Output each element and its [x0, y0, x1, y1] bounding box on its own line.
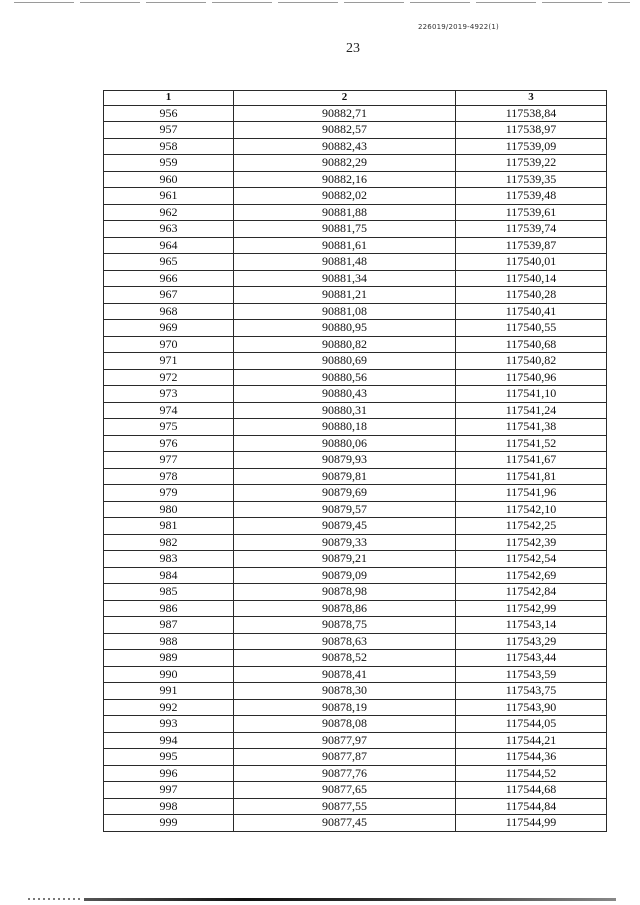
y-coordinate-cell: 117543,44	[456, 650, 607, 667]
point-number-cell: 989	[104, 650, 234, 667]
point-number-cell: 991	[104, 683, 234, 700]
x-coordinate-cell: 90879,33	[234, 534, 456, 551]
x-coordinate-cell: 90878,41	[234, 666, 456, 683]
y-coordinate-cell: 117541,38	[456, 419, 607, 436]
y-coordinate-cell: 117543,75	[456, 683, 607, 700]
point-number-cell: 973	[104, 386, 234, 403]
y-coordinate-cell: 117538,97	[456, 122, 607, 139]
y-coordinate-cell: 117539,48	[456, 188, 607, 205]
x-coordinate-cell: 90878,30	[234, 683, 456, 700]
table-row	[104, 468, 607, 485]
x-coordinate-cell: 90877,97	[234, 732, 456, 749]
point-number-cell: 956	[104, 105, 234, 122]
table-row	[104, 419, 607, 436]
table-row	[104, 501, 607, 518]
point-number-cell: 971	[104, 353, 234, 370]
y-coordinate-cell: 117539,74	[456, 221, 607, 238]
point-number-cell: 997	[104, 782, 234, 799]
y-coordinate-cell: 117540,82	[456, 353, 607, 370]
x-coordinate-cell: 90879,45	[234, 518, 456, 535]
table-row	[104, 765, 607, 782]
table-row	[104, 171, 607, 188]
point-number-cell: 986	[104, 600, 234, 617]
x-coordinate-cell: 90879,21	[234, 551, 456, 568]
x-coordinate-cell: 90877,87	[234, 749, 456, 766]
y-coordinate-cell: 117539,22	[456, 155, 607, 172]
y-coordinate-cell: 117544,84	[456, 798, 607, 815]
y-coordinate-cell: 117540,14	[456, 270, 607, 287]
point-number-cell: 990	[104, 666, 234, 683]
x-coordinate-cell: 90877,45	[234, 815, 456, 832]
table-row	[104, 369, 607, 386]
table-row	[104, 683, 607, 700]
y-coordinate-cell: 117542,10	[456, 501, 607, 518]
column-header-1: 1	[104, 91, 234, 106]
y-coordinate-cell: 117542,54	[456, 551, 607, 568]
x-coordinate-cell: 90877,65	[234, 782, 456, 799]
table-row	[104, 485, 607, 502]
table-row	[104, 303, 607, 320]
table-body	[104, 105, 607, 831]
point-number-cell: 985	[104, 584, 234, 601]
x-coordinate-cell: 90879,57	[234, 501, 456, 518]
point-number-cell: 982	[104, 534, 234, 551]
x-coordinate-cell: 90878,08	[234, 716, 456, 733]
table-row	[104, 716, 607, 733]
point-number-cell: 976	[104, 435, 234, 452]
x-coordinate-cell: 90882,43	[234, 138, 456, 155]
table-row	[104, 584, 607, 601]
y-coordinate-cell: 117542,39	[456, 534, 607, 551]
point-number-cell: 998	[104, 798, 234, 815]
y-coordinate-cell: 117542,25	[456, 518, 607, 535]
point-number-cell: 961	[104, 188, 234, 205]
x-coordinate-cell: 90881,61	[234, 237, 456, 254]
y-coordinate-cell: 117538,84	[456, 105, 607, 122]
point-number-cell: 993	[104, 716, 234, 733]
x-coordinate-cell: 90879,69	[234, 485, 456, 502]
x-coordinate-cell: 90878,19	[234, 699, 456, 716]
point-number-cell: 988	[104, 633, 234, 650]
x-coordinate-cell: 90877,55	[234, 798, 456, 815]
y-coordinate-cell: 117540,41	[456, 303, 607, 320]
x-coordinate-cell: 90880,69	[234, 353, 456, 370]
table-row	[104, 617, 607, 634]
coordinates-table	[103, 90, 607, 832]
table-row	[104, 254, 607, 271]
table-row	[104, 782, 607, 799]
point-number-cell: 999	[104, 815, 234, 832]
point-number-cell: 977	[104, 452, 234, 469]
x-coordinate-cell: 90878,52	[234, 650, 456, 667]
y-coordinate-cell: 117539,87	[456, 237, 607, 254]
point-number-cell: 967	[104, 287, 234, 304]
page-number: 23	[346, 41, 360, 56]
y-coordinate-cell: 117544,36	[456, 749, 607, 766]
point-number-cell: 979	[104, 485, 234, 502]
table-row	[104, 386, 607, 403]
point-number-cell: 992	[104, 699, 234, 716]
x-coordinate-cell: 90878,75	[234, 617, 456, 634]
x-coordinate-cell: 90881,48	[234, 254, 456, 271]
y-coordinate-cell: 117540,96	[456, 369, 607, 386]
x-coordinate-cell: 90881,75	[234, 221, 456, 238]
point-number-cell: 957	[104, 122, 234, 139]
point-number-cell: 968	[104, 303, 234, 320]
point-number-cell: 959	[104, 155, 234, 172]
y-coordinate-cell: 117540,01	[456, 254, 607, 271]
x-coordinate-cell: 90880,31	[234, 402, 456, 419]
point-number-cell: 969	[104, 320, 234, 337]
y-coordinate-cell: 117544,99	[456, 815, 607, 832]
x-coordinate-cell: 90880,56	[234, 369, 456, 386]
x-coordinate-cell: 90879,09	[234, 567, 456, 584]
x-coordinate-cell: 90879,93	[234, 452, 456, 469]
x-coordinate-cell: 90877,76	[234, 765, 456, 782]
point-number-cell: 980	[104, 501, 234, 518]
table-row	[104, 600, 607, 617]
y-coordinate-cell: 117542,69	[456, 567, 607, 584]
table-row	[104, 666, 607, 683]
bottom-scan-marks	[28, 898, 82, 900]
y-coordinate-cell: 117544,05	[456, 716, 607, 733]
point-number-cell: 994	[104, 732, 234, 749]
table-row	[104, 798, 607, 815]
table-row	[104, 204, 607, 221]
y-coordinate-cell: 117541,96	[456, 485, 607, 502]
table-row	[104, 534, 607, 551]
point-number-cell: 984	[104, 567, 234, 584]
table-row	[104, 452, 607, 469]
x-coordinate-cell: 90880,43	[234, 386, 456, 403]
point-number-cell: 966	[104, 270, 234, 287]
y-coordinate-cell: 117544,52	[456, 765, 607, 782]
y-coordinate-cell: 117540,55	[456, 320, 607, 337]
table-row	[104, 287, 607, 304]
y-coordinate-cell: 117542,99	[456, 600, 607, 617]
point-number-cell: 974	[104, 402, 234, 419]
table-row	[104, 237, 607, 254]
column-header-2: 2	[234, 91, 456, 106]
y-coordinate-cell: 117541,52	[456, 435, 607, 452]
x-coordinate-cell: 90881,21	[234, 287, 456, 304]
table-row	[104, 633, 607, 650]
x-coordinate-cell: 90880,06	[234, 435, 456, 452]
y-coordinate-cell: 117541,10	[456, 386, 607, 403]
x-coordinate-cell: 90880,95	[234, 320, 456, 337]
y-coordinate-cell: 117544,21	[456, 732, 607, 749]
x-coordinate-cell: 90882,57	[234, 122, 456, 139]
table-row	[104, 105, 607, 122]
table-row	[104, 518, 607, 535]
point-number-cell: 983	[104, 551, 234, 568]
table-row	[104, 336, 607, 353]
x-coordinate-cell: 90880,82	[234, 336, 456, 353]
x-coordinate-cell: 90881,34	[234, 270, 456, 287]
point-number-cell: 958	[104, 138, 234, 155]
table-row	[104, 188, 607, 205]
x-coordinate-cell: 90878,86	[234, 600, 456, 617]
table-row	[104, 732, 607, 749]
point-number-cell: 978	[104, 468, 234, 485]
y-coordinate-cell: 117539,61	[456, 204, 607, 221]
point-number-cell: 964	[104, 237, 234, 254]
y-coordinate-cell: 117541,24	[456, 402, 607, 419]
y-coordinate-cell: 117539,35	[456, 171, 607, 188]
point-number-cell: 996	[104, 765, 234, 782]
y-coordinate-cell: 117540,68	[456, 336, 607, 353]
bottom-divider	[84, 898, 616, 901]
x-coordinate-cell: 90878,63	[234, 633, 456, 650]
x-coordinate-cell: 90881,88	[234, 204, 456, 221]
y-coordinate-cell: 117543,14	[456, 617, 607, 634]
document-number: 226019/2019-4922(1)	[418, 23, 499, 31]
point-number-cell: 960	[104, 171, 234, 188]
y-coordinate-cell: 117541,67	[456, 452, 607, 469]
column-header-3: 3	[456, 91, 607, 106]
point-number-cell: 995	[104, 749, 234, 766]
x-coordinate-cell: 90878,98	[234, 584, 456, 601]
table-row	[104, 320, 607, 337]
point-number-cell: 987	[104, 617, 234, 634]
y-coordinate-cell: 117539,09	[456, 138, 607, 155]
y-coordinate-cell: 117543,29	[456, 633, 607, 650]
x-coordinate-cell: 90882,29	[234, 155, 456, 172]
x-coordinate-cell: 90882,71	[234, 105, 456, 122]
x-coordinate-cell: 90880,18	[234, 419, 456, 436]
point-number-cell: 963	[104, 221, 234, 238]
point-number-cell: 975	[104, 419, 234, 436]
point-number-cell: 972	[104, 369, 234, 386]
table-row	[104, 402, 607, 419]
table-row	[104, 138, 607, 155]
table-row	[104, 699, 607, 716]
table-row	[104, 155, 607, 172]
table-row	[104, 122, 607, 139]
y-coordinate-cell: 117541,81	[456, 468, 607, 485]
table-row	[104, 567, 607, 584]
x-coordinate-cell: 90881,08	[234, 303, 456, 320]
point-number-cell: 981	[104, 518, 234, 535]
table-row	[104, 435, 607, 452]
point-number-cell: 965	[104, 254, 234, 271]
table-header-row	[104, 91, 607, 106]
table-row	[104, 221, 607, 238]
y-coordinate-cell: 117542,84	[456, 584, 607, 601]
y-coordinate-cell: 117543,59	[456, 666, 607, 683]
point-number-cell: 970	[104, 336, 234, 353]
table-row	[104, 353, 607, 370]
table-row	[104, 270, 607, 287]
x-coordinate-cell: 90882,16	[234, 171, 456, 188]
table-row	[104, 551, 607, 568]
point-number-cell: 962	[104, 204, 234, 221]
x-coordinate-cell: 90882,02	[234, 188, 456, 205]
top-divider	[14, 2, 630, 3]
y-coordinate-cell: 117544,68	[456, 782, 607, 799]
x-coordinate-cell: 90879,81	[234, 468, 456, 485]
y-coordinate-cell: 117543,90	[456, 699, 607, 716]
y-coordinate-cell: 117540,28	[456, 287, 607, 304]
table-row	[104, 815, 607, 832]
table-row	[104, 650, 607, 667]
table-row	[104, 749, 607, 766]
